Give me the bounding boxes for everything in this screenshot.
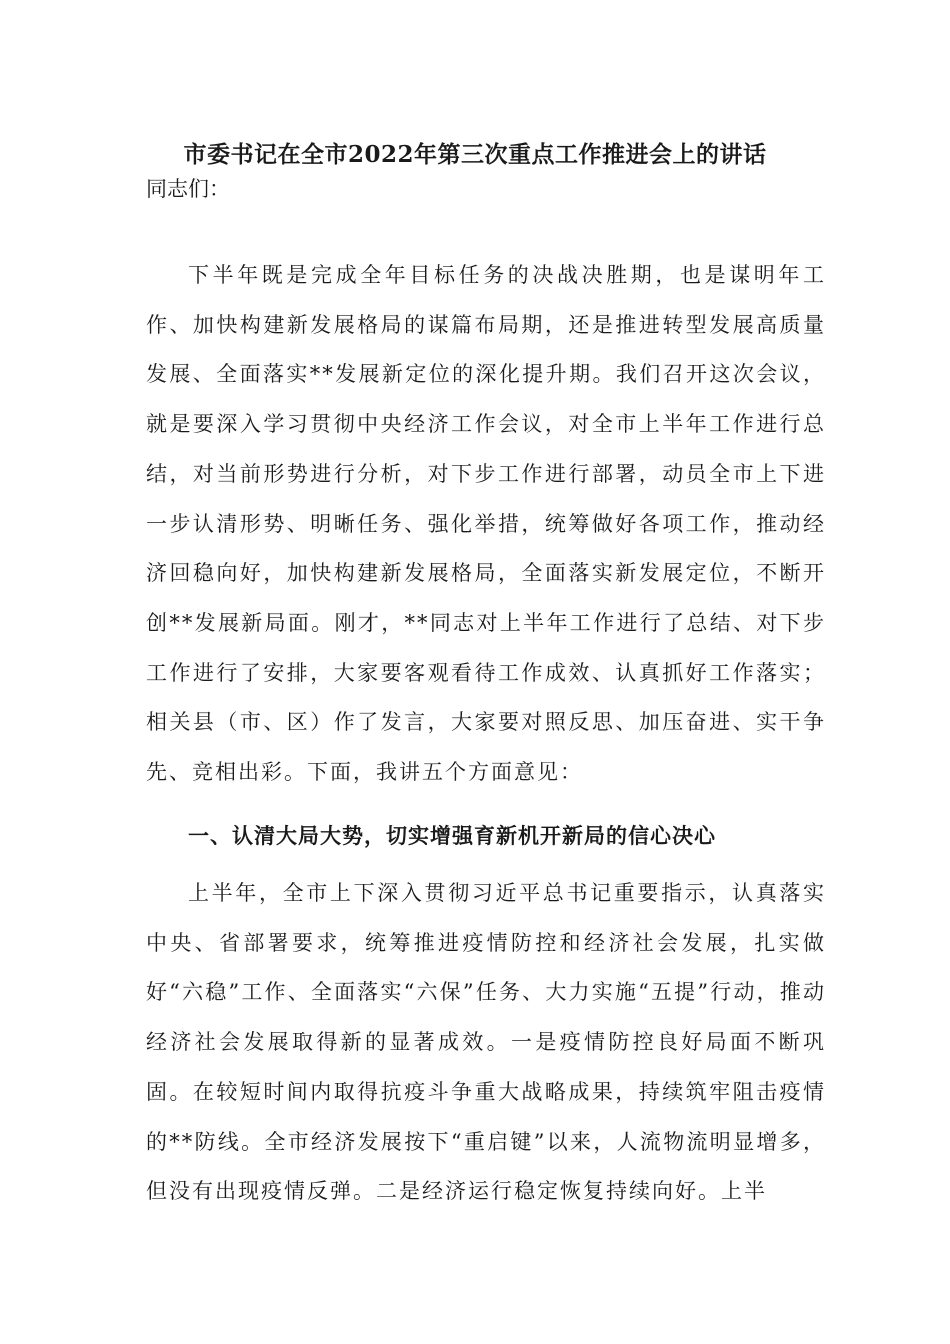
section-heading: 一、认清大局大势，切实增强育新机开新局的信心决心 (188, 823, 716, 848)
salutation: 同志们： (146, 177, 230, 201)
body-paragraph-section-1: 上半年，全市上下深入贯彻习近平总书记重要指示，认真落实中央、省部署要求，统筹推进疫情防控和经济社会发展，扎实做好“六稳”工作、全面落实“六保”任务、大力实施“五提”行动，推动经济社会发展取得新的显著成效。一是疫情防控良好局面不断巩固。在较短时间内取得抗疫斗争重大战略成果，持续筑牢阻击疫情的**防线。全市经济发展按下“重启键”以来，人流物流明显增多，但没有出现疫情反弹。二是经济运行稳定恢复持续向好。上半 (146, 881, 826, 1204)
document-title: 市委书记在全市2022年第三次重点工作推进会上的讲话 (183, 141, 767, 168)
body-paragraph-intro: 下半年既是完成全年目标任务的决战决胜期，也是谋明年工作、加快构建新发展格局的谋篇布局期，还是推进转型发展高质量发展、全面落实**发展新定位的深化提升期。我们召开这次会议，就是要深入学习贯彻中央经济工作会议，对全市上半年工作进行总结，对当前形势进行分析，对下步工作进行部署，动员全市上下进一步认清形势、明晰任务、强化举措，统筹做好各项工作，推动经济回稳向好，加快构建新发展格局，全面落实新发展定位，不断开创**发展新局面。刚才，**同志对上半年工作进行了总结、对下步工作进行了安排，大家要客观看待工作成效、认真抓好工作落实；相关县（市、区）作了发言，大家要对照反思、加压奋进、实干争先、竞相出彩。下面，我讲五个方面意见： (146, 263, 826, 785)
